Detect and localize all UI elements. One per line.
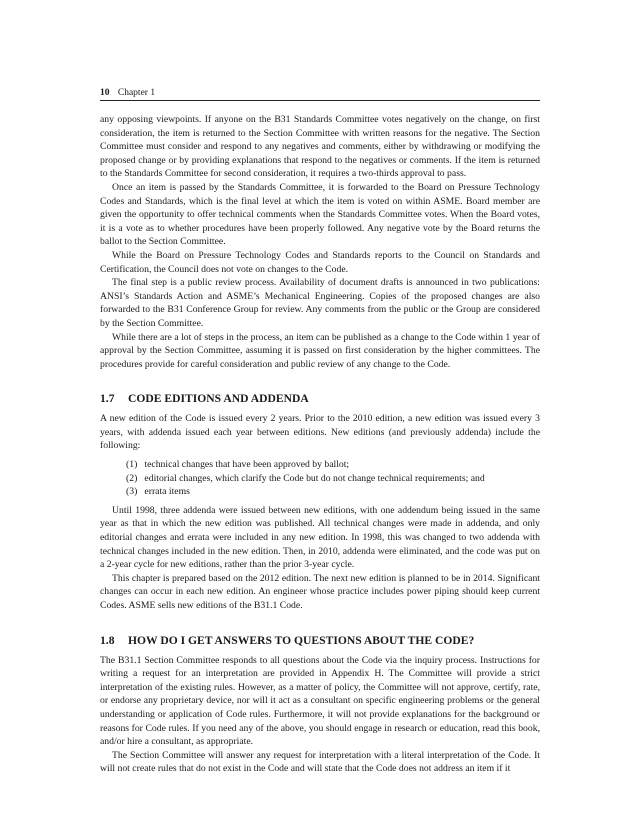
body-paragraph: Until 1998, three addenda were issued between new editions, with one addendum being issued in the same year as that in which the new edition was published. All technical changes were made in addenda, and only editorial changes and errata were included in any new edition. In 1998, this was changed to two addenda with technical changes included in the new edition. Then, in 2010, addenda were eliminated, and the code was put on a 2-year cycle for new editions, rather than the prior 3-year cycle. (100, 504, 540, 571)
section-title: CODE EDITIONS AND ADDENDA (128, 392, 309, 406)
body-paragraph: While there are a lot of steps in the process, an item can be published as a change to the Code within 1 year of approval by the Section Committee, assuming it is passed on first consideration by the higher committees. The procedures provide for careful consideration and public review of any change to the Code. (100, 331, 540, 370)
list-item-text: errata items (144, 486, 190, 498)
body-paragraph: The final step is a public review process. Availability of document drafts is announced in two publications: ANSI’s Standards Action and ASME’s Mechanical Engineering. Copies of the proposed changes are also forwarded to the B31 Conference Group for review. Any comments from the public or the Group are considered by the Section Committee. (100, 277, 540, 329)
list-item-text: editorial changes, which clarify the Code but do not change technical requirements; and (144, 472, 485, 484)
body-paragraph: Once an item is passed by the Standards Committee, it is forwarded to the Board on Pressure Technology Codes and Standards, which is the final level at which the item is voted on within ASME. Board member are given the opportunity to offer technical comments when the Standards Committee votes. When the Board votes, it is a vote as to whether procedures have been properly followed. Any negative vote by the Board returns the ballot to the Section Committee. (100, 181, 540, 248)
section-lead-paragraph: A new edition of the Code is issued every 2 years. Prior to the 2010 edition, a new edition was issued every 3 years, with addenda issued each year between editions. New editions (and previously addenda) include the following: (100, 413, 540, 452)
section-lead-paragraph: The B31.1 Section Committee responds to all questions about the Code via the inquiry process. Instructions for writing a request for an interpretation are provided in Appendix H. The Committee will provide a strict interpretation of the existing rules. However, as a matter of policy, the Committee will not approve, certify, rate, or endorse any proprietary device, nor will it act as a consultant on specific engineering problems or the general understanding or application of Code rules. Furthermore, it will not provide explanations for the background or reasons for Code rules. If you need any of the above, you should engage in research or education, read this book, and/or hire a consultant, as appropriate. (100, 654, 540, 748)
page-body (100, 113, 540, 776)
body-paragraph: The Section Committee will answer any request for interpretation with a literal interpretation of the Code. It will not create rules that do not exist in the Code and will state that the Code does not address an item if it (100, 749, 540, 775)
section-number: 1.7 (100, 392, 115, 406)
list-item (100, 485, 540, 499)
list-marker: (2) (126, 472, 138, 484)
list-item (100, 472, 540, 486)
section-title: HOW DO I GET ANSWERS TO QUESTIONS ABOUT THE CODE? (128, 633, 475, 647)
list-marker: (3) (126, 486, 138, 498)
body-paragraph: While the Board on Pressure Technology Codes and Standards reports to the Council on Standards and Certification, the Council does not vote on changes to the Code. (100, 249, 540, 275)
body-paragraph: This chapter is prepared based on the 2012 edition. The next new edition is planned to be in 2014. Significant changes can occur in each new edition. An engineer whose practice includes power piping should keep current Codes. ASME sells new editions of the B31.1 Code. (100, 572, 540, 611)
section-heading-1-7 (100, 392, 540, 406)
list-marker: (1) (126, 459, 138, 471)
section-heading-1-8 (100, 634, 540, 648)
list-item-text: technical changes that have been approved by ballot; (144, 459, 350, 471)
page-number: 10 (100, 88, 110, 98)
section-number: 1.8 (100, 633, 115, 647)
body-paragraph: any opposing viewpoints. If anyone on the B31 Standards Committee votes negatively on the change, on first consideration, the item is returned to the Section Committee with written reasons for the negative. The Section Committee must consider and respond to any negatives and comments, either by withdrawing or modifying the proposed change or by providing explanations that respond to the negatives or comments. If the item is returned to the Standards Committee for second consideration, it requires a two-thirds approval to pass. (100, 114, 540, 180)
chapter-label: Chapter 1 (117, 88, 156, 98)
running-header (100, 87, 540, 101)
list-item (100, 458, 540, 472)
numbered-list (100, 458, 540, 499)
